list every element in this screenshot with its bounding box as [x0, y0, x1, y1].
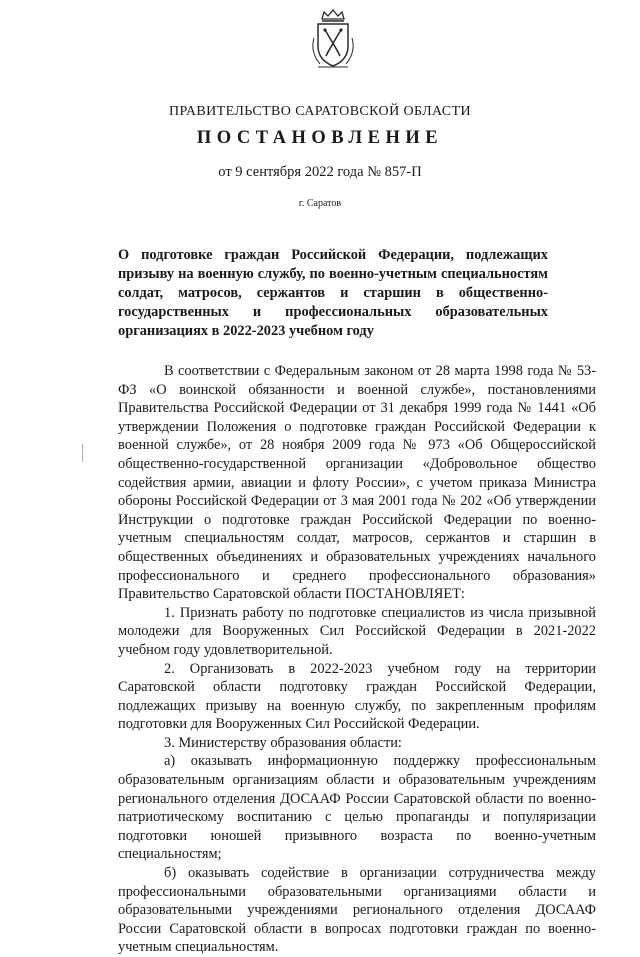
document-date-number: от 9 сентября 2022 года № 857-П — [218, 164, 422, 180]
paragraph-item-3: 3. Министерству образования области: — [164, 734, 402, 751]
margin-mark — [82, 444, 83, 462]
paragraph-item-3a: а) оказывать информационную поддержку профессиональным образовательным организациям области и образовательным учреждениям регионального отделения ДОСААФ России Саратовской области по военно-патриотическому воспитанию с целью пропаганды и популяризации подготовки юношей призывного возраста по военно-учетным специальностям; — [118, 753, 596, 863]
paragraph-item-3b: б) оказывать содействие в организации сотрудничества между профессиональными образовательными организациями области и образовательными учреждениями регионального отделения ДОСААФ России Саратовской области в вопросах подготовки граждан по военно-учетным специальностям. — [118, 865, 596, 956]
document-city: г. Саратов — [298, 198, 342, 209]
document-type: ПОСТАНОВЛЕНИЕ — [196, 128, 444, 148]
paragraph-item-2: 2. Организовать в 2022-2023 учебном году на территории Саратовской области подготовку граждан Российской Федерации, подлежащих призыву на военную службу, по закрепленным профилям подготовки для Вооруженных Сил Российской Федерации. — [118, 660, 596, 733]
coat-of-arms-icon — [308, 8, 358, 70]
document-body — [118, 362, 596, 957]
paragraph-item-1: 1. Признать работу по подготовке специалистов из числа призывной молодежи для Вооруженных Сил Российской Федерации в 2021-2022 учебном году удовлетворительной. — [118, 604, 596, 658]
paragraph-preamble: В соответствии с Федеральным законом от 28 марта 1998 года № 53-ФЗ «О воинской обязанности и военной службе», постановлениями Правительства Российской Федерации от 31 декабря 1999 года № 1441 «Об утверждении Положения о подготовке граждан Российской Федерации к военной службе», от 28 ноября 2009 года № 973 «Об Общероссийской общественно-государственной организации «Добровольное общество содействия армии, авиации и флоту России», с учетом приказа Министра обороны Российской Федерации от 3 мая 2001 года № 202 «Об утверждении Инструкции о подготовке граждан Российской Федерации по военно-учетным специальностям солдат, матросов, сержантов и старшин в общественных объединениях и образовательных учреждениях начального профессионального и среднего профессионального образования» Правительство Саратовской области ПОСТАНОВЛЯЕТ: — [118, 363, 596, 603]
document-subject: О подготовке граждан Российской Федерации, подлежащих призыву на военную службу, по военно-учетным специальностям солдат, матросов, сержантов и старшин в общественно-государственных и профессиональных образовательных организациях в 2022-2023 учебном году — [118, 247, 548, 339]
government-title: ПРАВИТЕЛЬСТВО САРАТОВСКОЙ ОБЛАСТИ — [168, 104, 471, 119]
